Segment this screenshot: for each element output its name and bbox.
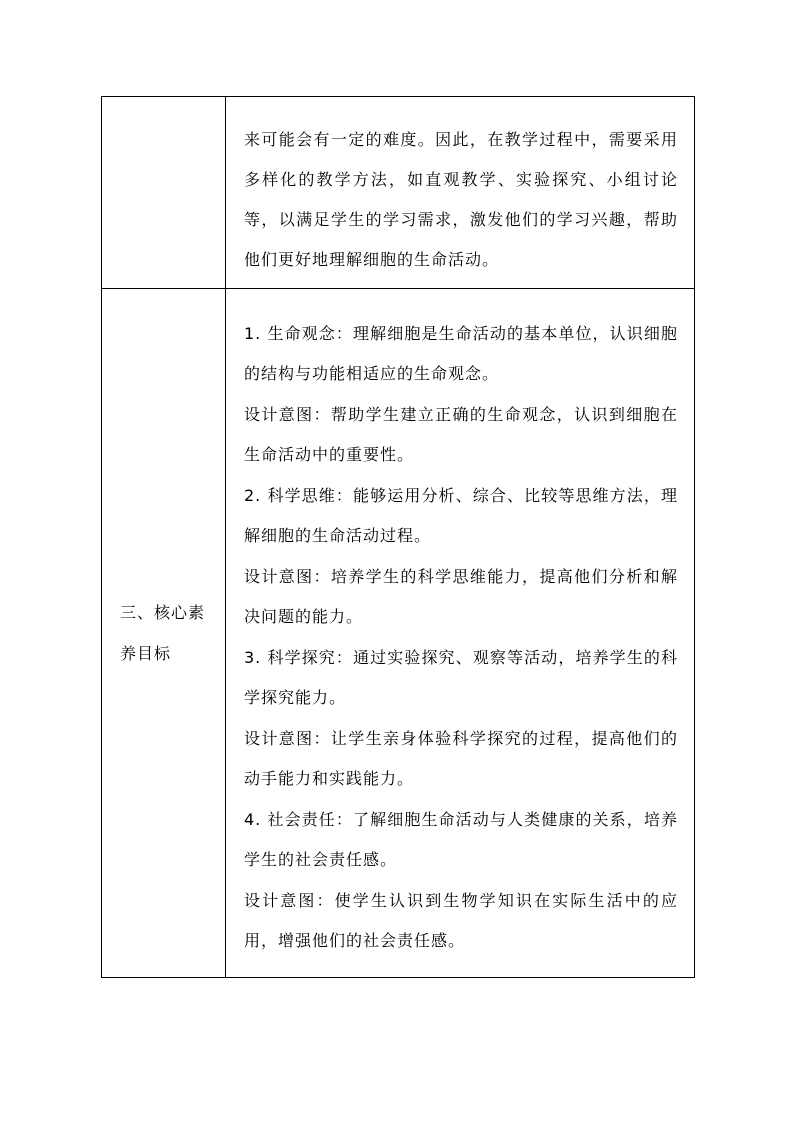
- design-intent: 设计意图：使学生认识到生物学知识在实际生活中的应用，增强他们的社会责任感。: [244, 891, 678, 950]
- design-intent: 设计意图：培养学生的科学思维能力，提高他们分析和解决问题的能力。: [244, 567, 678, 626]
- goal-social-responsibility: 4. 社会责任：了解细胞生命活动与人类健康的关系，培养学生的社会责任感。: [244, 810, 678, 869]
- lesson-plan-table: [101, 96, 695, 978]
- row-label-cell: [102, 97, 226, 289]
- design-intent: 设计意图：让学生亲身体验科学探究的过程，提高他们的动手能力和实践能力。: [244, 729, 678, 788]
- row-content-cell: [226, 289, 695, 978]
- goal-life-concept: 1. 生命观念：理解细胞是生命活动的基本单位，认识细胞的结构与功能相适应的生命观念。: [244, 324, 678, 383]
- section-heading-core-literacy-goals: 三、核心素养目标: [120, 603, 206, 663]
- goal-scientific-inquiry: 3. 科学探究：通过实验探究、观察等活动，培养学生的科学探究能力。: [244, 648, 678, 707]
- goal-scientific-thinking: 2. 科学思维：能够运用分析、综合、比较等思维方法，理解细胞的生命活动过程。: [244, 486, 678, 545]
- design-intent: 设计意图：帮助学生建立正确的生命观念，认识到细胞在生命活动中的重要性。: [244, 405, 678, 464]
- table-row: [102, 97, 695, 289]
- table-row: [102, 289, 695, 978]
- row-content-cell: [226, 97, 695, 289]
- row-label-cell: [102, 289, 226, 978]
- paragraph: 来可能会有一定的难度。因此，在教学过程中，需要采用多样化的教学方法，如直观教学、实验探究、小组讨论等，以满足学生的学习需求，激发他们的学习兴趣，帮助他们更好地理解细胞的生命活动。: [244, 129, 678, 269]
